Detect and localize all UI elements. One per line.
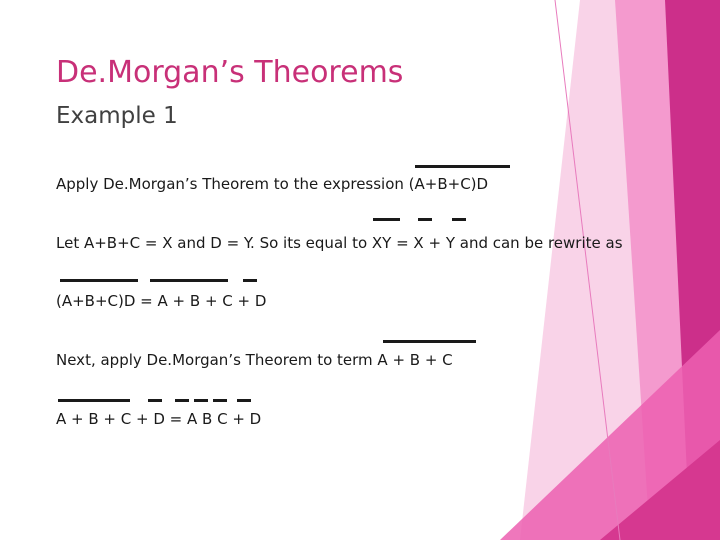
overline [243, 279, 257, 282]
body-line-4: Next, apply De.Morgan’s Theorem to term A + B + C [56, 351, 453, 369]
overline [418, 218, 432, 221]
overline [58, 399, 130, 402]
slide-title: De.Morgan’s Theorems [56, 55, 404, 90]
overline [194, 399, 208, 402]
body-line-1: Apply De.Morgan’s Theorem to the expression (A+B+C)D [56, 175, 489, 193]
overline [237, 399, 251, 402]
overline [150, 279, 228, 282]
overline [373, 218, 400, 221]
overline [175, 399, 189, 402]
overline [148, 399, 162, 402]
overline [60, 279, 138, 282]
overline [213, 399, 227, 402]
body-line-2: Let A+B+C = X and D = Y. So its equal to XY = X + Y and can be rewrite as [56, 234, 623, 252]
overline [415, 165, 510, 168]
overline [383, 340, 476, 343]
body-line-3: (A+B+C)D = A + B + C + D [56, 292, 267, 310]
slide-subtitle: Example 1 [56, 103, 178, 129]
overline [452, 218, 466, 221]
body-line-5: A + B + C + D = A B C + D [56, 410, 262, 428]
